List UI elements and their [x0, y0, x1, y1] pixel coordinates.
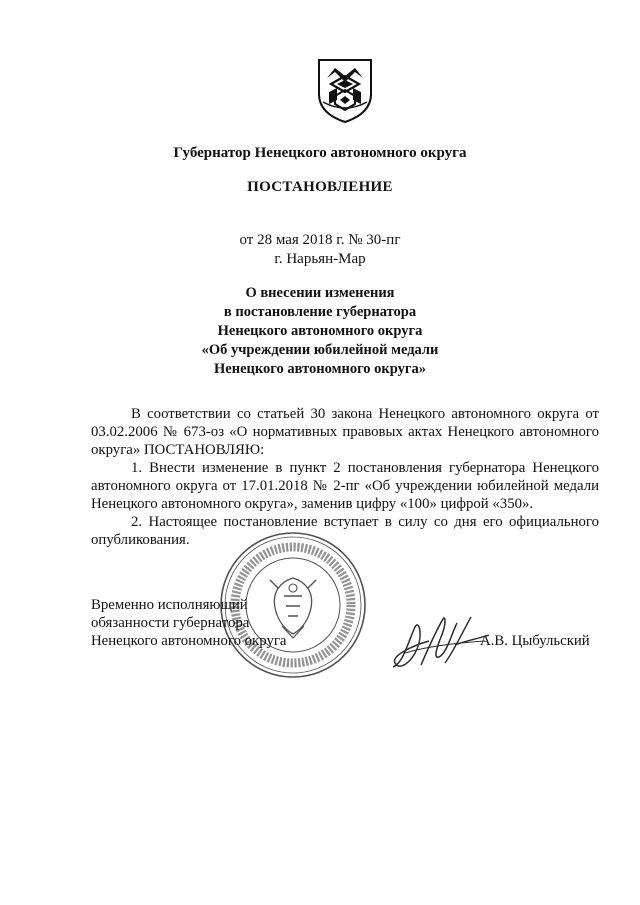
signature-block: [91, 596, 287, 650]
body-paragraph: 2. Настоящее постановление вступает в силу со дня его официального опубликования.: [91, 514, 599, 548]
subject-line: Ненецкого автономного округа»: [214, 361, 426, 377]
body-paragraph: В соответствии со статьей 30 закона Ненецкого автономного округа от 03.02.2006 № 673-оз «О нормативных правовых актах Ненецкого автономного округа» ПОСТАНОВЛЯЮ:: [91, 406, 599, 458]
date-number-line: от 28 мая 2018 г. № 30-пг: [239, 232, 401, 248]
place-line: г. Нарьян-Мар: [274, 251, 366, 267]
subject-line: в постановление губернатора: [223, 304, 417, 320]
signer-position-line: Временно исполняющий: [91, 597, 248, 613]
subject-line: О внесении изменения: [245, 285, 395, 301]
subject-heading: [0, 284, 640, 379]
subject-line: «Об учреждении юбилейной медали: [201, 342, 439, 358]
issuer-title: Губернатор Ненецкого автономного округа: [173, 145, 467, 161]
signer-position-line: обязанности губернатора: [91, 615, 250, 631]
handwritten-signature-icon: [385, 605, 495, 680]
body-paragraph: 1. Внести изменение в пункт 2 постановления губернатора Ненецкого автономного округа от 17.01.2018 № 2-пг «Об учреждении юбилейной медали Ненецкого автономного округа», заменив цифру «100» цифрой «350».: [91, 460, 599, 512]
signer-name: А.В. Цыбульский: [480, 633, 590, 649]
signer-position-line: Ненецкого автономного округа: [91, 633, 287, 649]
nenets-coat-of-arms-icon: [315, 58, 375, 124]
document-type: ПОСТАНОВЛЕНИЕ: [247, 179, 393, 195]
subject-line: Ненецкого автономного округа: [217, 323, 423, 339]
document-body: [91, 405, 599, 549]
